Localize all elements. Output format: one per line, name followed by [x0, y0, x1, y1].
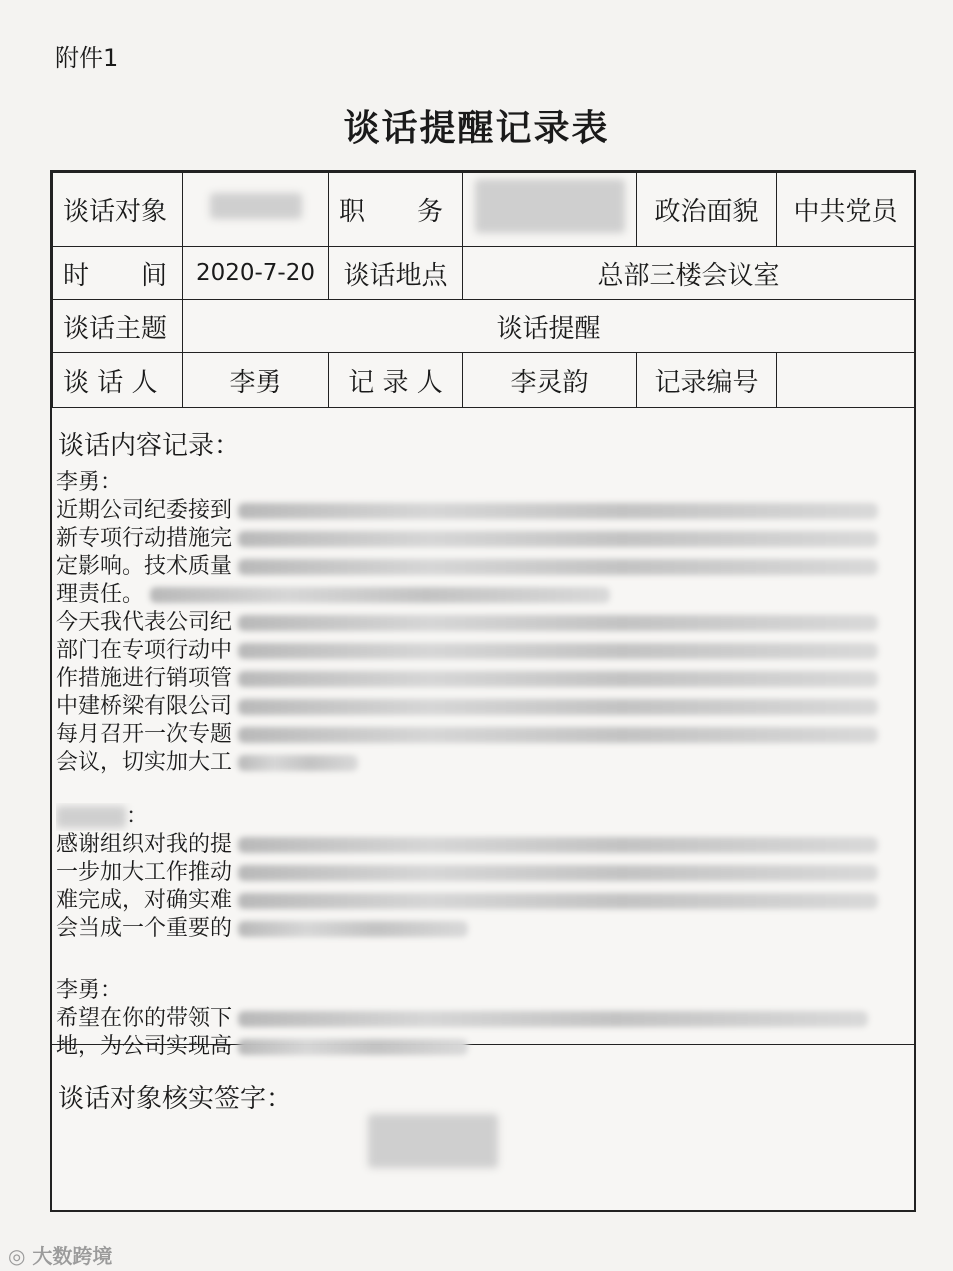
watermark-logo-icon: ◎: [8, 1244, 26, 1268]
content-label: 谈话内容记录：: [58, 431, 241, 461]
signature-label: 谈话对象核实签字：: [58, 1084, 293, 1114]
position-value: [463, 173, 637, 247]
paragraph-2: [56, 609, 906, 777]
recorder-value: 李灵韵: [463, 353, 637, 408]
text-line: 近期公司纪委接到: [56, 497, 906, 525]
text-line: 新专项行动措施完: [56, 525, 906, 553]
signature: [368, 1114, 498, 1172]
talker-label: 谈 话 人: [53, 353, 183, 408]
document-title: 谈话提醒记录表: [343, 108, 610, 149]
record-form: [50, 170, 916, 1212]
text-line: 理责任。: [56, 581, 906, 609]
speaker-name: 李勇：: [56, 470, 123, 495]
text-line: 地，为公司实现高: [56, 1033, 906, 1061]
paragraph-1: [56, 469, 906, 609]
paragraph-3: [56, 803, 906, 943]
talk-target-value: [183, 173, 329, 247]
record-no-value: [777, 353, 915, 408]
text-line: 希望在你的带领下: [56, 1005, 906, 1033]
topic-value: 谈话提醒: [183, 300, 915, 353]
location-label: 谈话地点: [329, 247, 463, 300]
text-line: 会议，切实加大工: [56, 749, 906, 777]
attachment-label: 附件1: [55, 44, 119, 72]
talker-value: 李勇: [183, 353, 329, 408]
text-line: 部门在专项行动中: [56, 637, 906, 665]
text-line: 难完成，对确实难: [56, 887, 906, 915]
text-line: 感谢组织对我的提: [56, 831, 906, 859]
watermark: ◎ 大数跨境: [8, 1244, 113, 1268]
text-line: 今天我代表公司纪: [56, 609, 906, 637]
recorder-label: 记 录 人: [329, 353, 463, 408]
text-line: 一步加大工作推动: [56, 859, 906, 887]
speaker-name: ：: [56, 803, 906, 831]
paragraph-4: [56, 977, 906, 1061]
topic-label: 谈话主题: [53, 300, 183, 353]
location-value: 总部三楼会议室: [463, 247, 915, 300]
position-label: 职 务: [329, 173, 463, 247]
text-line: 每月召开一次专题: [56, 721, 906, 749]
time-value: 2020-7-20: [183, 247, 329, 300]
text-line: 会当成一个重要的: [56, 915, 906, 943]
record-no-label: 记录编号: [637, 353, 777, 408]
text-line: 中建桥梁有限公司: [56, 693, 906, 721]
time-label: 时 间: [53, 247, 183, 300]
political-value: 中共党员: [777, 173, 915, 247]
content-section: [52, 405, 914, 1059]
info-table: [52, 172, 915, 408]
talk-target-label: 谈话对象: [53, 173, 183, 247]
speaker-name: 李勇：: [56, 978, 123, 1003]
text-line: 作措施进行销项管: [56, 665, 906, 693]
political-label: 政治面貌: [637, 173, 777, 247]
text-line: 定影响。技术质量: [56, 553, 906, 581]
